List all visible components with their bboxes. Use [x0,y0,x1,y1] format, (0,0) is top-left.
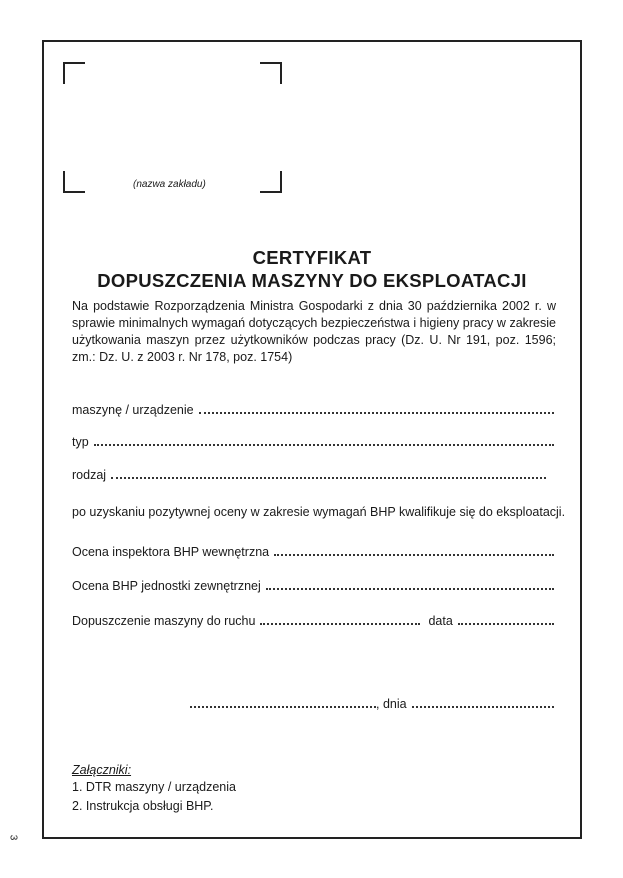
date-label: data [428,614,453,628]
type-field[interactable] [72,434,554,449]
legal-basis: Na podstawie Rozporządzenia Ministra Gospodarki z dnia 30 października 2002 r. w sprawie minimalnych wymagań dotyczących bezpieczeństwa i higieny pracy w zakresie użytkowania maszyn przez użytkowników podczas pracy (Dz. U. Nr 191, poz. 1596; zm.: Dz. U. z 2003 r. Nr 178, poz. 1754) [72,299,556,364]
subtitle: DOPUSZCZENIA MASZYNY DO EKSPLOATACJI [97,270,527,291]
label: maszynę / urządzenie [72,403,194,417]
corner-mark [63,62,85,84]
external-assessment-field[interactable] [72,578,554,593]
date-label: , dnia [376,697,407,711]
attachment-item: 2. Instrukcja obsługi BHP. [72,799,214,813]
label: Ocena inspektora BHP wewnętrzna [72,545,270,559]
corner-mark [260,171,282,193]
attachments-heading: Załączniki: [72,763,132,777]
corner-mark [63,171,85,193]
internal-assessment-field[interactable] [72,544,554,559]
company-caption: (nazwa zakładu) [133,179,206,190]
label: Ocena BHP jednostki zewnętrznej [72,579,261,593]
kind-field[interactable] [72,467,546,482]
machine-field[interactable] [72,402,554,417]
attachment-item: 1. DTR maszyny / urządzenia [72,780,236,794]
label: rodzaj [72,468,107,482]
label: typ [72,435,89,449]
label: Dopuszczenie maszyny do ruchu [72,614,256,628]
place-date-field[interactable] [190,696,554,711]
title: CERTYFIKAT [252,247,372,268]
corner-mark [260,62,282,84]
statement: po uzyskaniu pozytywnej oceny w zakresie wymagań BHP kwalifikuje się do eksploatacji. [72,505,566,519]
page-number: 3 [7,834,19,841]
approval-field[interactable] [72,613,554,628]
